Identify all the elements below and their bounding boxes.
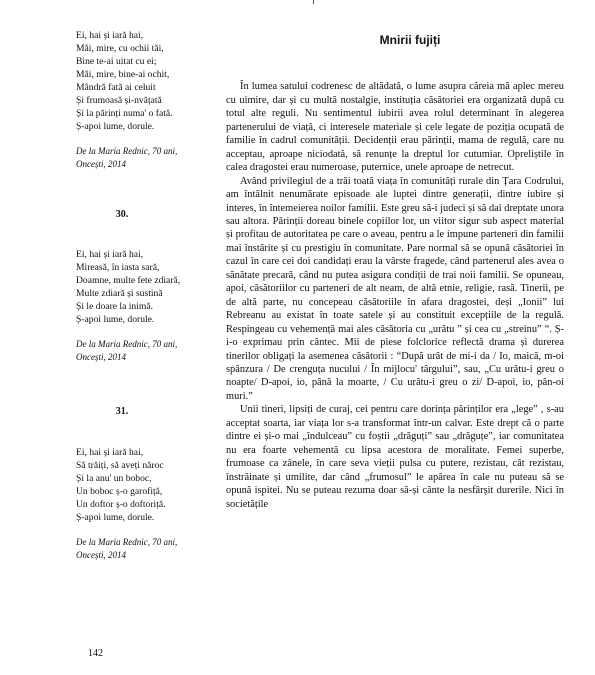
poem-line: Măi, mire, bine-ai ochit, [76, 69, 170, 80]
body-paragraph: Unii tineri, lipsiți de curaj, cei pentru care dorința părinților era „lege” , s-au acceptat soarta, iar viața lor s-a transformat într-un calvar. Este drept că o parte dintre ei și-o mai „îndulceau” cu foștii „drăguți” sau „drăguțe”, iar comunitatea nu era foarte vehementă cu lipsa acestora de moralitate. Femei superbe, frumoase ca zânele, în care seva vieții pulsa cu putere, rezistau, cât rezistau, înstrăinate și umilite, dar când „frumosul” le apărea în cale nu puteau să se opună ispitei. Nu se puteau rezuma doar să-și cânte la nesfârșit durerile. Nici în societățile [226, 404, 564, 510]
poem-source [76, 536, 216, 562]
source-line: De la Maria Rednic, 70 ani, [76, 146, 178, 156]
top-tick-mark [313, 0, 314, 4]
page-number: 142 [88, 648, 103, 659]
poem-block [76, 248, 216, 326]
poem-line: Multe zdiară și sustină [76, 288, 163, 299]
poem-line: Ei, hai și iară hai, [76, 30, 144, 41]
body-paragraph: În lumea satului codrenesc de altădată, o lume asupra căreia mă aplec mereu cu uimire, dar și cu multă nostalgie, instituția căsătoriei era organizată după cu totul alte reguli. Nu sentimentul iubirii avea rolul determinant în alegerea partenerului de viață, ci interesele materiale și cele legate de poziția ocupată de familie în cadrul comunității. Decidenții erau părinții, mama de regulă, care nu acceptau, aproape niciodată, să renunțe la dreptul lor cutumiar. Opreliștile în calea dragostei erau numeroase, puternice, unele aproape de netrecut. [226, 81, 564, 174]
source-line: De la Maria Rednic, 70 ani, [76, 537, 178, 547]
right-column [226, 34, 564, 511]
poem-line: Și frumoasă și-nvățată [76, 95, 162, 106]
poem-line: Și le doare la inimă. [76, 301, 153, 312]
poem-source [76, 338, 216, 364]
poem-line: Un boboc ș-o garofiță, [76, 486, 163, 497]
poem-number: 31. [115, 406, 129, 417]
poem-block [76, 446, 216, 524]
poem-source [76, 145, 216, 171]
source-line: Oncești, 2014 [76, 550, 126, 560]
poem-line: Ș-apoi lume, dorule. [76, 314, 155, 325]
poem-line: Și la anu' un boboc, [76, 473, 152, 484]
chapter-title: Mnirii fujiți [379, 33, 441, 47]
poem-line: Doamne, multe fete zdiară, [76, 275, 181, 286]
left-column [76, 29, 216, 562]
poem-line: Mireasă, în iasta sară, [76, 262, 160, 273]
source-line: Oncești, 2014 [76, 352, 126, 362]
poem-block [76, 29, 216, 133]
body-paragraph: Având privilegiul de a trăi toată viața în comunități rurale din Țara Codrului, am întâlnit nenumărate episoade ale luptei dintre generații, dintre iubire și interes, în întemeierea noilor familii. Este greu să-i judeci și să dai dreptate unora sau altora. Părinții doreau binele copiilor lor, un viitor sigur sub aspect material și profitau de autoritatea pe care o aveau, pentru a le impune parteneri din familii mai înstărite și cu prestigiu în comunitate. Pare normal să se opună căsătoriei în cazul în care cei doi candidați erau la vârste fragede, când partenerul ales avea o sănătate precară, când nu putea asigura condiții de trai noii familii. Se opuneau, apoi, căsătoriilor cu parteneri de alt neam, de altă etnie, religie, rasă. Tinerii, pe de altă parte, nu concepeau căsătoriile în afara dragostei, deși „Ionii” lui Rebreanu au existat în toate satele și au constituit excepțiile de la regulă. Respingeau cu vehemență mai ales căsătoria cu „urâtu ” și cea cu „streinu” “. Ș-i-o exprimau prin cântec. Mii de piese folclorice reflectă drama și durerea tinerilor obligați la asemenea căsătorii : “După urât de mi-i da / Io, maică, m-oi spânzura / De crenguța nucului / În mijlocu' târgului”, sau, „Cu urâtu-i greu o noapte/ D-apoi, io, până la moarte, / Cu urâtu-i greu o zi/ D-apoi, io, păn-oi muri.” [226, 175, 564, 402]
poem-line: Ei, hai și iară hai, [76, 447, 144, 458]
poem-line: Ș-apoi lume, dorule. [76, 121, 155, 132]
poem-line: Mândră fată ai celuit [76, 82, 156, 93]
poem-line: Bine te-ai uitat cu ei; [76, 56, 157, 67]
poem-line: Ș-apoi lume, dorule. [76, 512, 155, 523]
poem-number: 30. [115, 209, 129, 220]
poem-line: Și la părinți numa' o fată. [76, 108, 173, 119]
poem-line: Un doftor ș-o doftoriță. [76, 499, 166, 510]
source-line: De la Maria Rednic, 70 ani, [76, 339, 178, 349]
source-line: Oncești, 2014 [76, 159, 126, 169]
poem-line: Măi, mire, cu ochii tăi, [76, 43, 164, 54]
poem-line: Să trăiți, să aveți năroc [76, 460, 164, 471]
poem-line: Ei, hai și iară hai, [76, 249, 144, 260]
